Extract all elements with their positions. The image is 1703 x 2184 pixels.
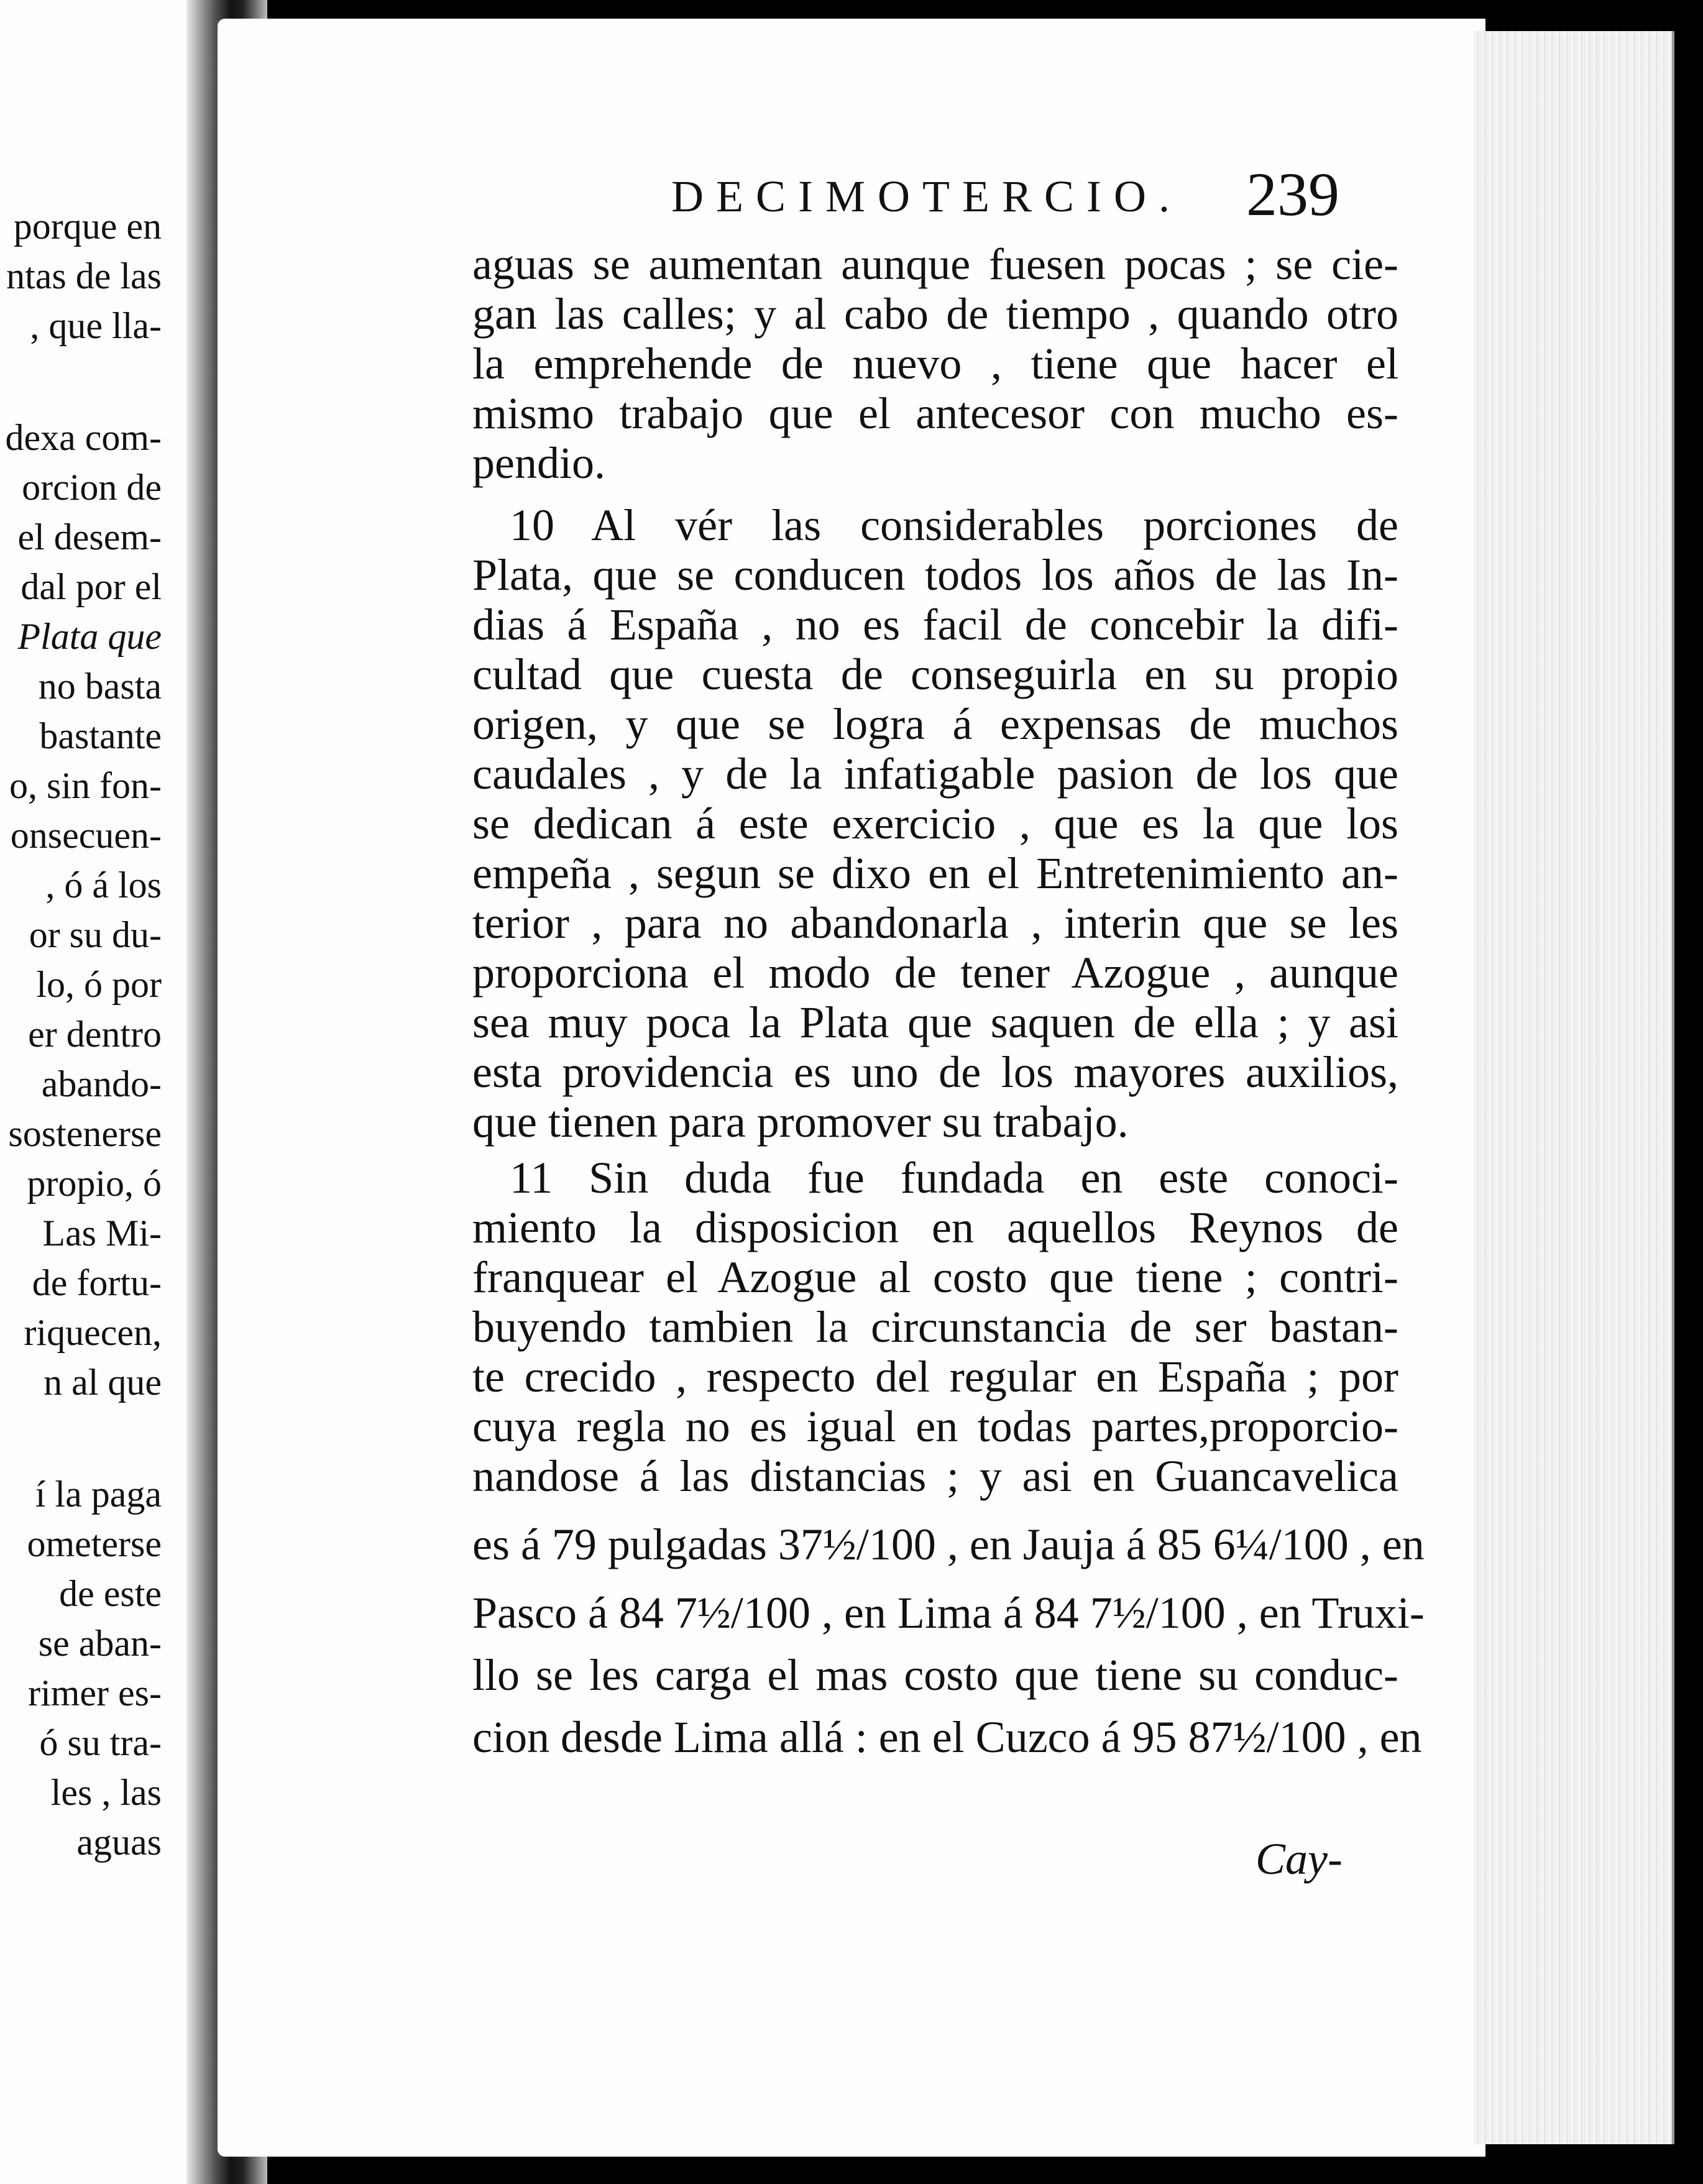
left-line: bastante xyxy=(39,715,162,756)
text-line: empeña , segun se dixo en el Entretenimiento an- xyxy=(472,848,1398,898)
left-line: onsecuen- xyxy=(10,815,162,856)
left-line: abando- xyxy=(41,1063,162,1104)
left-line: aguas xyxy=(76,1822,162,1863)
left-line: n al que xyxy=(44,1362,162,1403)
catchword: Cay- xyxy=(1255,1834,1343,1884)
text-line: Pasco á 84 7½/100 , en Lima á 84 7½/100 , en Truxi- xyxy=(472,1588,1425,1638)
left-line: de fortu- xyxy=(32,1262,162,1303)
left-line: or su du- xyxy=(29,914,162,955)
text-line: nandose á las distancias ; y asi en Guancavelica xyxy=(472,1451,1398,1501)
left-line: riquecen, xyxy=(24,1312,162,1353)
left-line: orcion de xyxy=(22,467,162,508)
text-line: sea muy poca la Plata que saquen de ella ; y asi xyxy=(472,998,1398,1047)
left-line: Plata que xyxy=(17,616,162,657)
right-page xyxy=(218,19,1485,2157)
running-head: DECIMOTERCIO. xyxy=(671,172,1182,221)
left-line: ometerse xyxy=(27,1523,162,1564)
text-line: cultad que cuesta de conseguirla en su propio xyxy=(472,649,1398,699)
left-line: rimer es- xyxy=(28,1672,162,1714)
text-line: te crecido , respecto del regular en España ; por xyxy=(472,1352,1398,1402)
text-line: llo se les carga el mas costo que tiene su conduc- xyxy=(472,1650,1398,1700)
page-edges xyxy=(1473,31,1674,2144)
left-line: o, sin fon- xyxy=(9,765,162,806)
left-line: porque en xyxy=(13,206,162,247)
text-line: la emprehende de nuevo , tiene que hacer el xyxy=(472,339,1398,388)
text-line: terior , para no abandonarla , interin que se les xyxy=(472,898,1398,948)
text-line: se dedican á este exercicio , que es la que los xyxy=(472,799,1398,848)
text-line: Plata, que se conducen todos los años de las In- xyxy=(472,550,1398,600)
text-line: que tienen para promover su trabajo. xyxy=(472,1097,1129,1147)
text-line: origen, y que se logra á expensas de muchos xyxy=(472,699,1398,749)
left-line: Las Mi- xyxy=(42,1213,162,1254)
text-line: proporciona el modo de tener Azogue , aunque xyxy=(472,948,1398,998)
left-line: el desem- xyxy=(17,516,162,557)
text-line: pendio. xyxy=(472,438,605,488)
left-line: se aban- xyxy=(38,1623,162,1664)
text-line: aguas se aumentan aunque fuesen pocas ; se cie- xyxy=(472,239,1398,289)
left-line: lo, ó por xyxy=(36,964,162,1005)
text-line: es á 79 pulgadas 37½/100 , en Jauja á 85 6¼/100 , en xyxy=(472,1520,1425,1569)
left-line: ntas de las xyxy=(6,255,162,296)
text-line: cuya regla no es igual en todas partes,proporcio- xyxy=(472,1402,1398,1451)
text-line: miento la disposicion en aquellos Reynos de xyxy=(472,1203,1398,1252)
left-line: , que lla- xyxy=(30,305,162,346)
text-line: esta providencia es uno de los mayores auxilios, xyxy=(472,1047,1398,1097)
left-line: dexa com- xyxy=(5,417,162,458)
page-number: 239 xyxy=(1246,160,1339,229)
left-line: dal por el xyxy=(21,566,162,607)
text-line: buyendo tambien la circunstancia de ser bastan- xyxy=(472,1302,1398,1352)
text-line: mismo trabajo que el antecesor con mucho es- xyxy=(472,388,1398,438)
text-line: cion desde Lima allá : en el Cuzco á 95 87½/100 , en xyxy=(472,1712,1422,1762)
left-line: sostenerse xyxy=(8,1113,162,1154)
left-page xyxy=(0,0,205,2184)
page-header xyxy=(671,158,1386,233)
left-line: í la paga xyxy=(35,1474,162,1515)
text-line: gan las calles; y al cabo de tiempo , quando otro xyxy=(472,289,1398,339)
left-line: ó su tra- xyxy=(39,1722,162,1763)
left-line: propio, ó xyxy=(27,1163,162,1204)
text-line: dias á España , no es facil de concebir la difi- xyxy=(472,600,1398,649)
left-line: de este xyxy=(59,1573,162,1614)
paragraph-11-start: 11 Sin duda fue fundada en este conoci- xyxy=(510,1153,1398,1203)
left-line: , ó á los xyxy=(45,865,162,906)
paragraph-10-start: 10 Al vér las considerables porciones de xyxy=(510,500,1398,550)
left-line: er dentro xyxy=(28,1014,162,1055)
text-line: caudales , y de la infatigable pasion de los que xyxy=(472,749,1398,799)
left-line: les , las xyxy=(50,1772,162,1813)
left-line: no basta xyxy=(38,666,162,707)
text-line: franquear el Azogue al costo que tiene ; contri- xyxy=(472,1252,1398,1302)
